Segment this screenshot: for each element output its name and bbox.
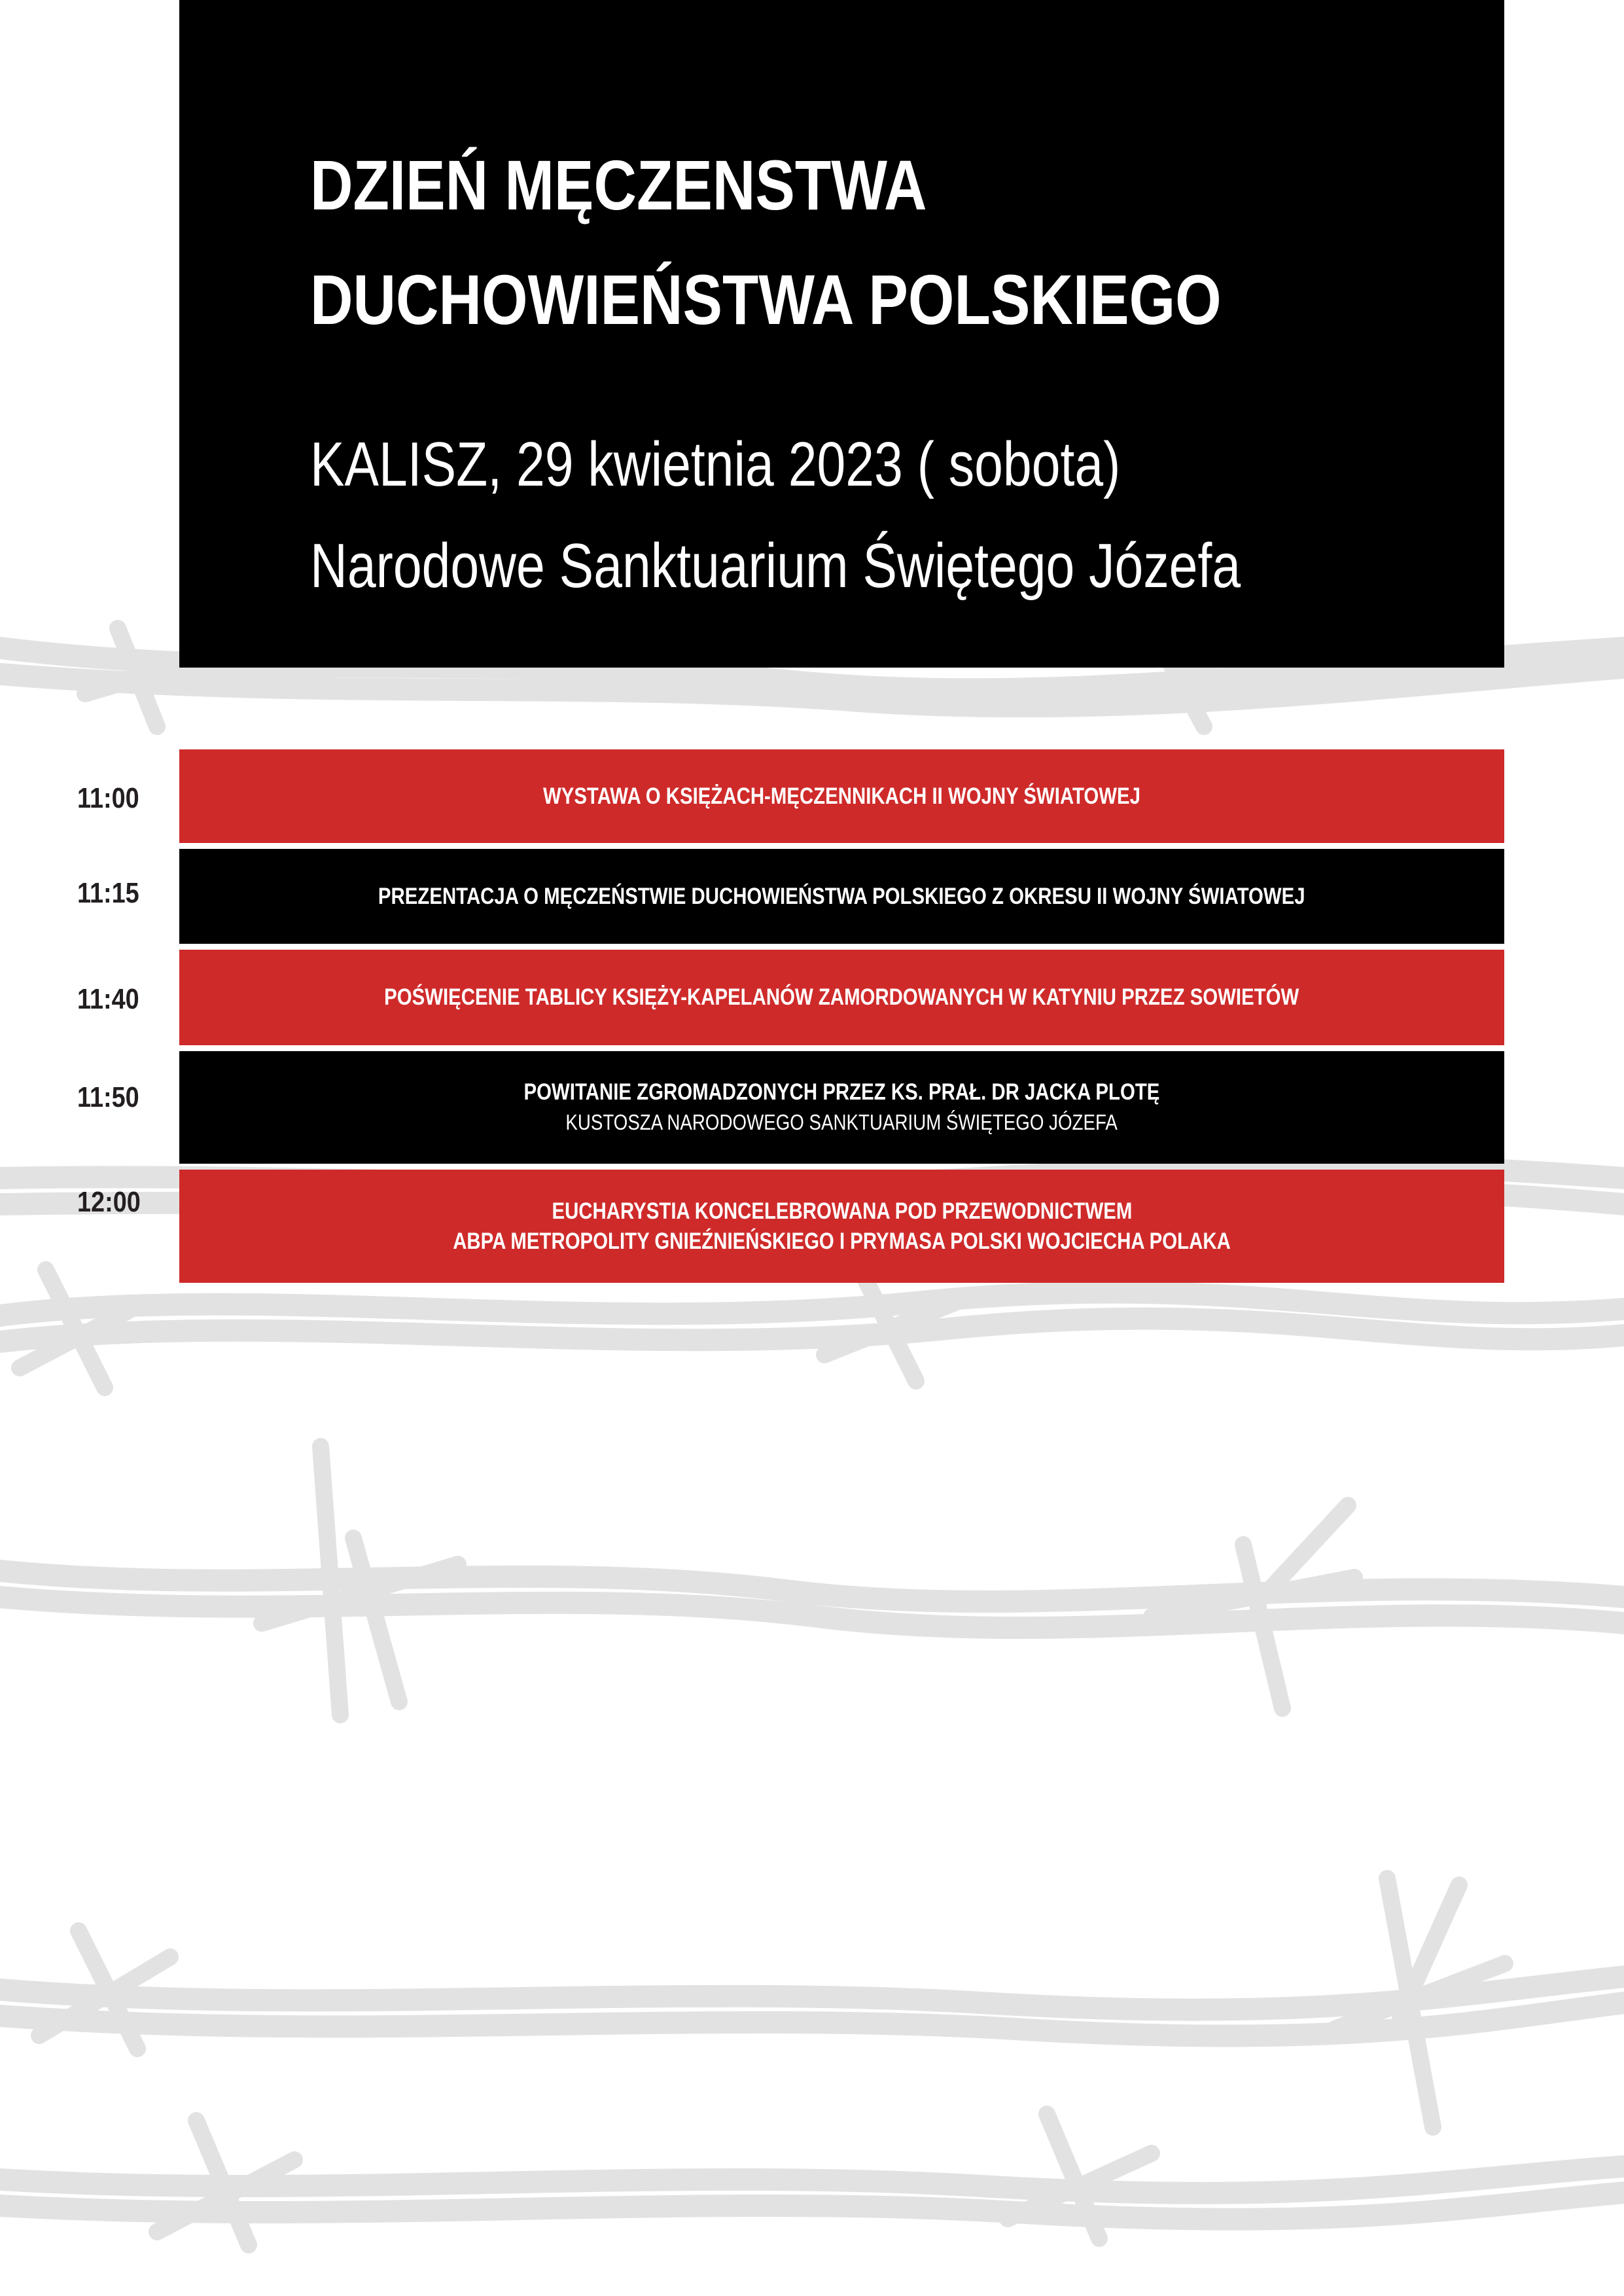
schedule-item — [179, 950, 1504, 1045]
barbed-wire-strand-3 — [0, 1270, 1624, 1388]
schedule-time: 11:00 — [77, 782, 139, 814]
schedule-time: 12:00 — [77, 1186, 141, 1218]
barbed-wire-strand-5 — [0, 1878, 1624, 2127]
schedule-time: 11:50 — [77, 1081, 139, 1113]
schedule-item — [179, 1051, 1504, 1164]
venue: Narodowe Sanktuarium Świętego Józefa — [310, 531, 1241, 601]
barbed-wire-strand-6 — [0, 2114, 1624, 2245]
barbed-wire-strand-4 — [0, 1446, 1624, 1715]
event-title-line-1: DZIEŃ MĘCZENSTWA — [310, 145, 927, 224]
event-title — [310, 128, 1222, 357]
schedule-item-text: POŚWIĘCENIE TABLICY KSIĘŻY-KAPELANÓW ZAMORDOWANYCH W KATYNIU PRZEZ SOWIETÓW — [384, 984, 1299, 1010]
schedule-item-text: ABPA METROPOLITY GNIEŹNIEŃSKIEGO I PRYMASA POLSKI WOJCIECHA POLAKA — [453, 1228, 1231, 1254]
schedule-item — [179, 749, 1504, 843]
place-date: KALISZ, 29 kwietnia 2023 ( sobota) — [310, 429, 1121, 499]
schedule-item-subtext: KUSTOSZA NARODOWEGO SANKTUARIUM ŚWIĘTEGO JÓZEFA — [565, 1110, 1118, 1134]
schedule-item — [179, 849, 1504, 944]
schedule-item-text: PREZENTACJA O MĘCZEŃSTWIE DUCHOWIEŃSTWA POLSKIEGO Z OKRESU II WOJNY ŚWIATOWEJ — [378, 883, 1305, 909]
schedule-item — [179, 1170, 1504, 1283]
schedule-time: 11:40 — [77, 983, 139, 1015]
schedule-item-text: WYSTAWA O KSIĘŻACH-MĘCZENNIKACH II WOJNY ŚWIATOWEJ — [542, 783, 1141, 809]
schedule-item-text: POWITANIE ZGROMADZONYCH PRZEZ KS. PRAŁ. DR JACKA PLOTĘ — [523, 1079, 1160, 1105]
header-box — [179, 0, 1504, 668]
schedule-time: 11:15 — [77, 877, 139, 909]
schedule-item-text: EUCHARYSTIA KONCELEBROWANA POD PRZEWODNICTWEM — [552, 1198, 1132, 1224]
event-title-line-2: DUCHOWIEŃSTWA POLSKIEGO — [310, 260, 1222, 339]
